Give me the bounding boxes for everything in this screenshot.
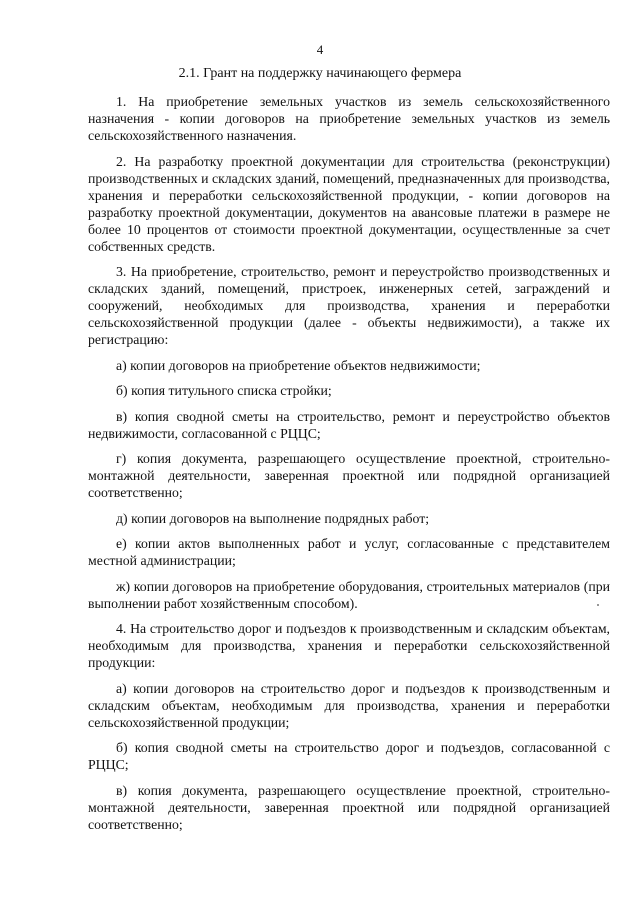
list-item-3a: а) копии договоров на приобретение объектов недвижимости; [116,357,481,373]
list-item-4a: а) копии договоров на строительство дорог и подъездов к производственным и складским объектам, необходимым для производства, хранения и переработки сельскохозяйственной продукции; [88,680,610,730]
list-item-3e: е) копии актов выполненных работ и услуг, согласованные с представителем местной администрации; [88,536,610,568]
list-item-3zh: ж) копии договоров на приобретение оборудования, строительных материалов (при выполнении работ хозяйственным способом). [88,578,610,611]
scan-speck [597,604,599,606]
document-body [88,93,610,841]
page-number: 4 [316,42,324,57]
paragraph-4: 4. На строительство дорог и подъездов к производственным и складским объектам, необходимым для производства, хранения и переработки сельскохозяйственной продукции: [88,621,610,670]
list-item-3v: в) копия сводной сметы на строительство, ремонт и переустройство объектов недвижимости, согласованной с РЦЦС; [88,408,610,441]
list-item-4b: б) копия сводной сметы на строительство дорог и подъездов, согласованной с РЦЦС; [88,740,610,772]
section-title: 2.1. Грант на поддержку начинающего фермера [178,66,462,81]
list-item-3b: б) копия титульного списка стройки; [116,383,332,398]
list-item-3d: д) копии договоров на выполнение подрядных работ; [116,510,430,526]
paragraph-2: 2. На разработку проектной документации для строительства (реконструкции) производственных и складских зданий, помещений, предназначенных для производства, хранения и переработки сельскохозяйственной продукции, - копии договоров на разработку проектной документации, документов на авансовые платежи в размере не более 10 процентов от стоимости проектной документации, осуществленные за счет собственных средств. [88,153,610,254]
paragraph-3: 3. На приобретение, строительство, ремонт и переустройство производственных и складских зданий, помещений, пристроек, инженерных сетей, заграждений и сооружений, необходимых для производства, хранения и переработки сельскохозяйственной продукции (далее - объекты недвижимости), а также их регистрацию: [88,264,610,347]
list-item-3g: г) копия документа, разрешающего осуществление проектной, строительно-монтажной деятельности, заверенная проектной или подрядной организацией соответственно; [88,451,610,500]
list-item-4v: в) копия документа, разрешающего осуществление проектной, строительно-монтажной деятельности, заверенная проектной или подрядной организацией соответственно; [88,782,610,832]
paragraph-1: 1. На приобретение земельных участков из земель сельскохозяйственного назначения - копии договоров на приобретение земельных участков из земель сельскохозяйственного назначения. [88,94,610,143]
